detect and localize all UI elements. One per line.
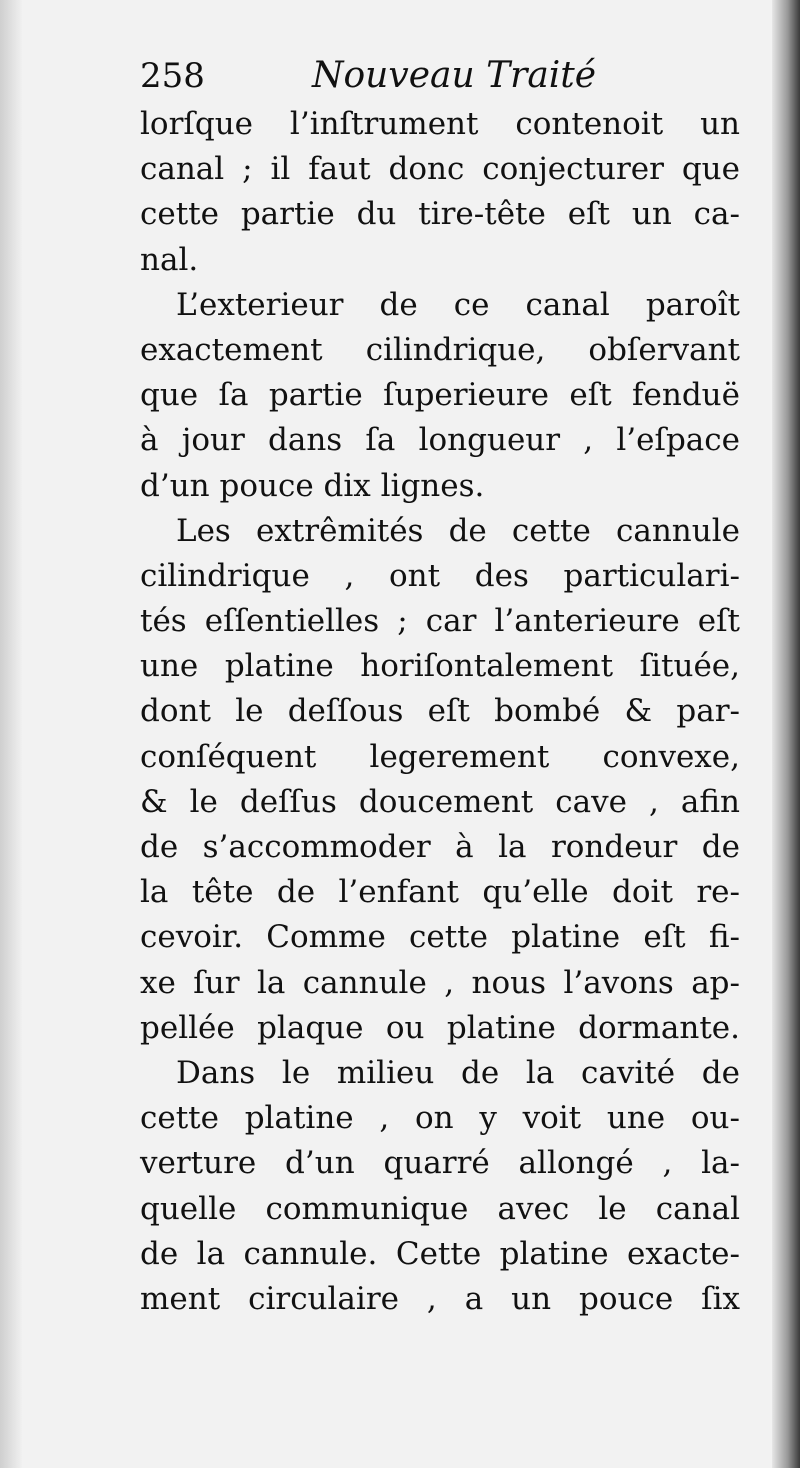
text-line: exactement cilindrique, obſervant — [140, 331, 740, 368]
text-line: une platine horiſontalement ſituée, — [140, 648, 740, 685]
text-line: L’exterieur de ce canal paroît — [176, 286, 740, 323]
text-line: Dans le milieu de la cavité de — [176, 1054, 740, 1091]
text-line: que ſa partie ſuperieure eſt fenduë — [140, 377, 740, 414]
text-line: cette partie du tire-tête eſt un ca- — [140, 196, 740, 233]
text-line: de la cannule. Cette platine exacte- — [140, 1235, 740, 1272]
text-line: Les extrêmités de cette cannule — [176, 512, 740, 549]
text-line: verture d’un quarré allongé , la- — [140, 1145, 740, 1182]
text-line: nal. — [140, 241, 199, 278]
text-line: cilindrique , ont des particulari- — [140, 557, 740, 594]
text-line: cette platine , on y voit une ou- — [140, 1100, 740, 1137]
text-line: lorſque l’inſtrument contenoit un — [140, 106, 740, 142]
text-line: dont le deſſous eſt bombé & par- — [140, 693, 740, 730]
text-line: d’un pouce dix lignes. — [140, 467, 485, 504]
text-line: & le deſſus doucement cave , afin — [140, 783, 740, 820]
text-line: quelle communique avec le canal — [140, 1190, 740, 1227]
text-line: la tête de l’enfant qu’elle doit re- — [140, 874, 740, 911]
text-line: canal ; il faut donc conjecturer que — [140, 151, 740, 188]
text-line: tés eſſentielles ; car l’anterieure eſt — [140, 603, 740, 640]
running-title: Nouveau Traité — [312, 55, 597, 96]
text-line: de s’accommoder à la rondeur de — [140, 829, 740, 865]
text-line: cevoir. Comme cette platine eſt fi- — [140, 919, 740, 956]
page-number: 258 — [140, 56, 205, 96]
text-line: à jour dans ſa longueur , l’eſpace — [140, 422, 740, 459]
text-line: ment circulaire , a un pouce ſix — [140, 1280, 740, 1317]
text-line: conſéquent legerement convexe, — [140, 738, 740, 775]
running-head — [140, 50, 740, 102]
body-text — [140, 102, 740, 1322]
text-line: xe ſur la cannule , nous l’avons ap- — [140, 964, 740, 1001]
text-line: pellée plaque ou platine dormante. — [140, 1009, 740, 1046]
